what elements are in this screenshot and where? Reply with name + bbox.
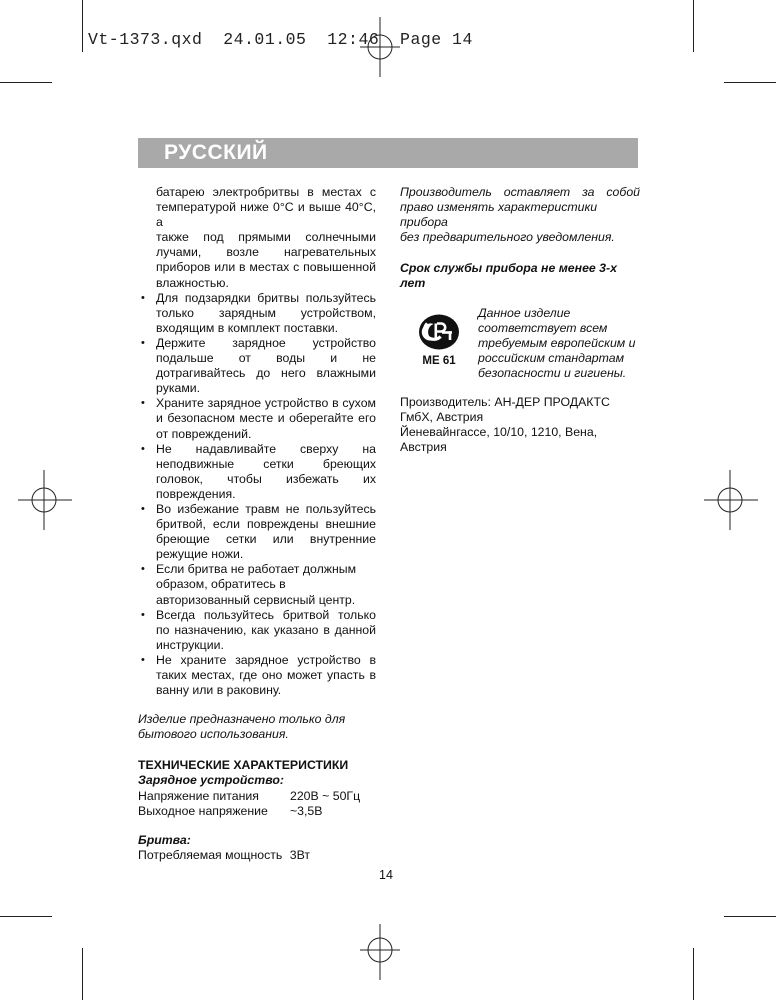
text-line: Данное изделие	[478, 305, 571, 320]
text-line: российским стандартам	[478, 350, 625, 365]
continuation-paragraph	[138, 185, 376, 291]
text-line: также под прямыми солнечными	[156, 230, 376, 245]
text-line: руками.	[156, 381, 201, 396]
text-line: неподвижные сетки бреющих	[156, 456, 376, 471]
certification-logo	[400, 306, 478, 381]
manufacturer-address	[400, 395, 640, 455]
crop-mark-top-left-h	[0, 82, 52, 83]
text-line: авторизованный сервисный центр.	[156, 592, 356, 607]
spec-label: Напряжение питания	[138, 788, 259, 803]
text-line: Производитель: АН-ДЕР ПРОДАКТС	[400, 395, 610, 410]
text-line: повреждения.	[156, 486, 236, 501]
spec-value: ~3,5В	[290, 803, 323, 818]
text-line: лет	[400, 276, 426, 291]
registration-mark-top-icon	[354, 17, 406, 77]
list-item	[138, 291, 376, 336]
text-line: по назначению, как указано в данной	[156, 622, 376, 637]
text-line: дотрагивайтесь до него влажными	[156, 366, 376, 381]
text-line: режущие ножи.	[156, 547, 244, 562]
certification-code: МЕ 61	[422, 354, 456, 367]
text-line: температурой ниже 0°С и выше 40°С, а	[156, 200, 376, 230]
list-item	[138, 653, 376, 698]
text-line: бритвой, если повреждены внешние	[156, 517, 376, 532]
text-line: • Держите зарядное устройство	[156, 335, 376, 350]
printer-slug-line: Vt-1373.qxd 24.01.05 12:46 Page 14	[88, 30, 473, 49]
text-line: • Всегда пользуйтесь бритвой только	[156, 607, 376, 622]
text-line: ванну или в раковину.	[156, 683, 282, 698]
spec-label: Выходное напряжение	[138, 803, 268, 818]
text-line: приборов или в местах с повышенной	[156, 260, 376, 275]
list-item	[138, 502, 376, 562]
text-line: требуемым европейским и	[478, 335, 636, 350]
shaver-heading: Бритва:	[138, 832, 191, 847]
service-life-note	[400, 261, 640, 291]
list-item	[138, 442, 376, 502]
list-item	[138, 336, 376, 396]
safety-bullet-list	[138, 291, 376, 699]
crop-mark-bottom-left-v	[82, 948, 83, 1000]
text-line: • Не надавливайте сверху на	[156, 441, 376, 456]
certification-text	[478, 306, 640, 381]
text-line: образом, обратитесь в	[156, 577, 286, 592]
certification-block	[400, 306, 640, 381]
spec-row	[138, 848, 376, 863]
page-number: 14	[379, 868, 393, 882]
text-line: инструкции.	[156, 637, 224, 652]
language-title: РУССКИЙ	[164, 141, 268, 164]
text-line: Производитель оставляет за собой	[400, 185, 640, 199]
text-line: от повреждений.	[156, 426, 252, 441]
list-item	[138, 608, 376, 653]
manufacturer-notice	[400, 185, 640, 245]
crop-mark-bottom-right-v	[693, 948, 694, 1000]
spec-value: 220В ~ 50Гц	[290, 788, 361, 803]
language-banner	[138, 138, 638, 168]
text-line: входящим в комплект поставки.	[156, 320, 338, 335]
text-line: • Если бритва не работает должным	[156, 562, 357, 577]
text-line: влажностью.	[156, 275, 229, 290]
registration-mark-bottom-icon	[354, 924, 406, 980]
text-line: лучами, возле нагревательных	[156, 245, 376, 260]
list-item	[138, 396, 376, 441]
crop-mark-top-right-h	[724, 82, 776, 83]
text-line: Австрия	[400, 440, 447, 455]
crop-mark-bottom-right-h	[724, 916, 776, 917]
list-item	[138, 562, 376, 607]
crop-mark-top-right-v	[693, 0, 694, 52]
text-line: таких местах, где оно может упасть в	[156, 668, 376, 682]
text-line: бреющие сетки или внутренние	[156, 532, 376, 547]
text-line: без предварительного уведомления.	[400, 230, 615, 245]
text-line: Срок службы прибора не менее 3-х	[400, 261, 617, 276]
charger-heading: Зарядное устройство:	[138, 773, 284, 788]
spec-row	[138, 804, 376, 819]
spec-row	[138, 789, 376, 804]
text-line: • Не храните зарядное устройство в	[156, 652, 376, 667]
text-line: подальше от воды и не	[156, 351, 376, 366]
crop-mark-top-left-v	[82, 0, 83, 52]
text-line: ГмбХ, Австрия	[400, 410, 484, 425]
rst-certification-icon	[417, 312, 461, 352]
text-line: бытового использования.	[138, 727, 289, 742]
text-line: • Храните зарядное устройство в сухом	[156, 396, 376, 411]
left-column	[138, 185, 376, 863]
text-line: соответствует всем	[478, 320, 608, 335]
text-line: Йеневайнгассе, 10/10, 1210, Вена,	[400, 425, 598, 440]
right-column	[400, 185, 640, 455]
text-line: и безопасном месте и оберегайте его	[156, 411, 376, 426]
household-use-note	[138, 712, 376, 742]
text-line: батарею электробритвы в местах с	[156, 185, 376, 199]
spec-label: Потребляемая мощность	[138, 847, 283, 862]
text-line: право изменять характеристики прибора	[400, 200, 598, 230]
text-line: Изделие предназначено только для	[138, 712, 346, 727]
spec-value: 3Вт	[289, 847, 311, 862]
crop-mark-bottom-left-h	[0, 916, 52, 917]
specs-heading: ТЕХНИЧЕСКИЕ ХАРАКТЕРИСТИКИ	[138, 758, 349, 773]
registration-mark-left-icon	[18, 470, 74, 530]
text-line: • Для подзарядки бритвы пользуйтесь	[156, 290, 376, 305]
text-line: безопасности и гигиены.	[478, 365, 627, 380]
text-line: головок, чтобы избежать их	[156, 471, 376, 486]
text-line: • Во избежание травм не пользуйтесь	[156, 501, 376, 516]
text-line: только зарядным устройством,	[156, 305, 376, 320]
technical-specs	[138, 758, 376, 863]
registration-mark-right-icon	[702, 470, 758, 530]
